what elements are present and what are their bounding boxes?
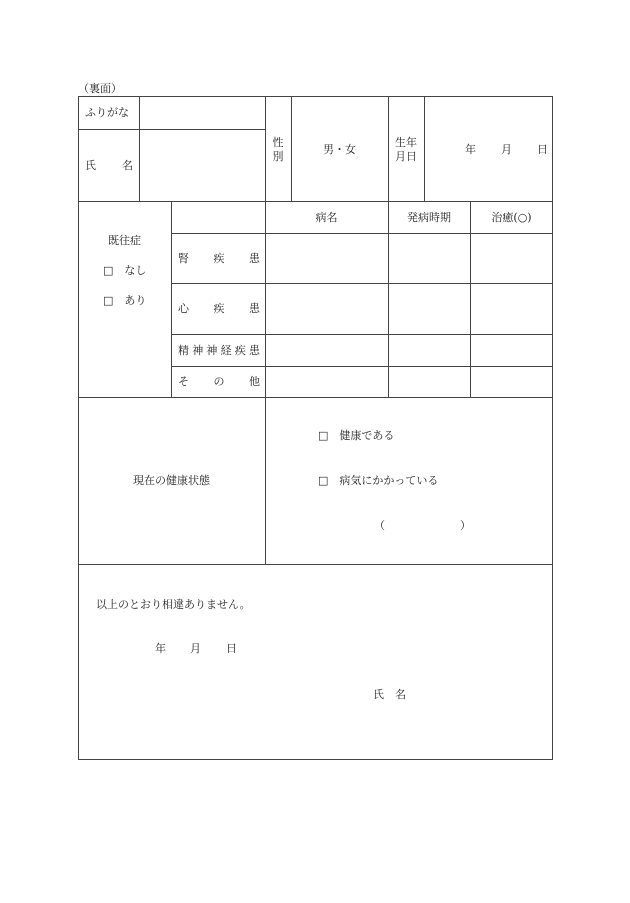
row-label-char: の bbox=[213, 375, 225, 388]
row-label-char: 経 bbox=[220, 344, 232, 357]
row-label-char: 疾 bbox=[213, 302, 225, 315]
row-label-char: そ bbox=[178, 375, 189, 388]
birth-day-label: 日 bbox=[537, 143, 548, 156]
row-label-other bbox=[178, 375, 260, 388]
history-option-none: □ なし bbox=[103, 264, 147, 277]
column-header-cured: 治癒(○) bbox=[491, 211, 532, 224]
row-label-char: 患 bbox=[249, 302, 260, 315]
declaration-day-label: 日 bbox=[226, 642, 237, 655]
row-line bbox=[171, 283, 553, 284]
column-line bbox=[265, 201, 266, 564]
health-option-healthy: □ 健康である bbox=[318, 429, 395, 442]
page-label: （裏面） bbox=[78, 82, 122, 95]
declaration-name-label-first: 氏 bbox=[373, 688, 384, 701]
row-label-char: 疾 bbox=[213, 252, 225, 265]
name-label-first: 氏 bbox=[85, 159, 96, 172]
health-title: 現在の健康状態 bbox=[133, 474, 210, 487]
furigana-label: ふりがな bbox=[85, 106, 129, 119]
column-line bbox=[171, 201, 172, 397]
paren-open: （ bbox=[374, 519, 385, 532]
sex-label-bottom: 別 bbox=[272, 150, 284, 163]
row-line bbox=[171, 233, 553, 234]
sex-value: 男・女 bbox=[323, 143, 356, 156]
column-line bbox=[470, 201, 471, 397]
row-label-char: 精 bbox=[178, 344, 189, 357]
history-title: 既往症 bbox=[108, 234, 141, 247]
row-line bbox=[171, 366, 553, 367]
section-divider bbox=[78, 397, 553, 398]
row-label-char: 患 bbox=[248, 344, 260, 357]
row-label-heart bbox=[178, 302, 260, 315]
row-label-psychiatric bbox=[178, 344, 260, 357]
row-line bbox=[171, 334, 553, 335]
birth-label-bottom: 月日 bbox=[395, 150, 417, 163]
declaration-name-label-second: 名 bbox=[395, 688, 406, 701]
row-label-char: 患 bbox=[249, 252, 260, 265]
form-frame bbox=[78, 96, 553, 760]
row-label-char: 心 bbox=[178, 302, 189, 315]
row-line bbox=[78, 129, 265, 130]
paren-close: ） bbox=[460, 519, 471, 532]
declaration-month-label: 月 bbox=[190, 642, 201, 655]
history-option-yes: □ あり bbox=[103, 294, 147, 307]
row-label-char: 神 bbox=[192, 344, 204, 357]
row-label-char: 他 bbox=[249, 375, 260, 388]
declaration-year-label: 年 bbox=[155, 642, 166, 655]
name-label-second: 名 bbox=[122, 159, 133, 172]
row-label-char: 腎 bbox=[178, 252, 189, 265]
section-divider bbox=[78, 564, 553, 565]
birth-label-top: 生年 bbox=[395, 136, 417, 149]
row-label-kidney bbox=[178, 252, 260, 265]
declaration-statement: 以上のとおり相違ありません。 bbox=[96, 598, 251, 611]
row-label-char: 神 bbox=[206, 344, 218, 357]
section-divider bbox=[78, 201, 553, 202]
column-header-onset: 発病時期 bbox=[407, 211, 451, 224]
column-line bbox=[388, 201, 389, 397]
sex-label-top: 性 bbox=[272, 136, 284, 149]
row-label-char: 疾 bbox=[234, 344, 246, 357]
birth-month-label: 月 bbox=[501, 143, 512, 156]
health-option-sick: □ 病気にかかっている bbox=[318, 474, 439, 487]
column-header-disease: 病名 bbox=[315, 211, 338, 224]
column-line bbox=[139, 96, 140, 201]
column-line bbox=[424, 96, 425, 201]
birth-year-label: 年 bbox=[465, 143, 476, 156]
